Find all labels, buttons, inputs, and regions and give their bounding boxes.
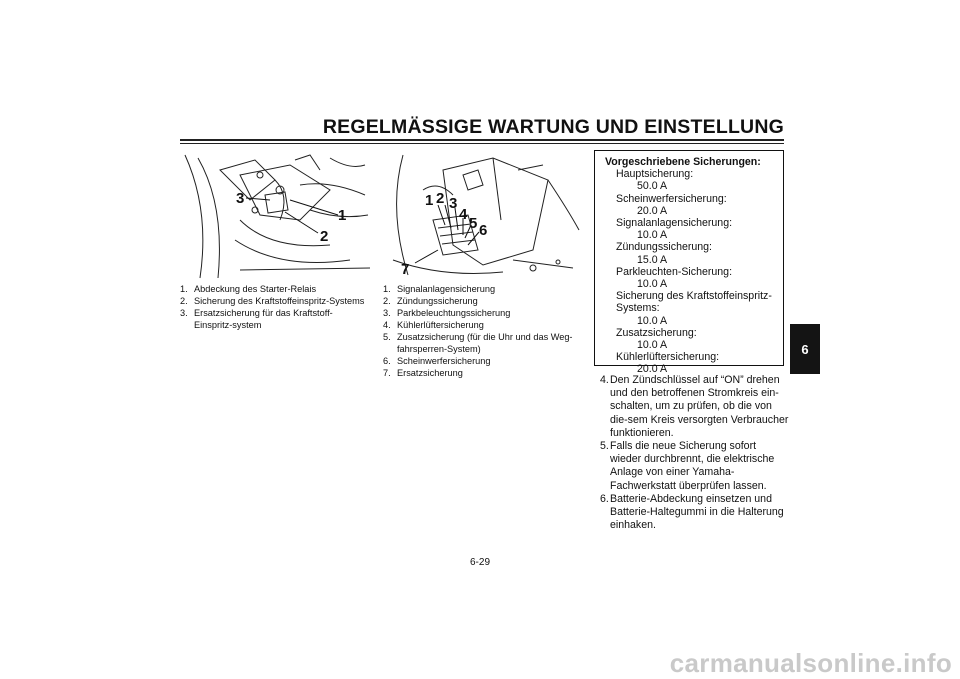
spec-name: Zündungssicherung: bbox=[616, 241, 712, 254]
page-number: 6-29 bbox=[469, 557, 490, 568]
figure-starter-relay bbox=[180, 150, 370, 280]
list-item: 6. Scheinwerfersicherung bbox=[383, 356, 491, 366]
spec-value: 20.0 A bbox=[637, 363, 668, 376]
spec-value: 10.0 A bbox=[637, 229, 668, 242]
figure2-callout-7: 7 bbox=[401, 261, 410, 278]
figure-fuse-box-drawing bbox=[383, 150, 581, 280]
list-item: 3. Parkbeleuchtungssicherung bbox=[383, 308, 511, 318]
list-item: 7. Ersatzsicherung bbox=[383, 368, 463, 378]
list-item: 2. Sicherung des Kraftstoffeinspritz-Systems bbox=[180, 296, 365, 306]
figure1-callout-2: 2 bbox=[320, 228, 329, 245]
figure2-callout-3: 3 bbox=[449, 195, 458, 212]
list-item: 3. Ersatzsicherung für das Kraftstoff-Einspritz-system bbox=[180, 308, 333, 330]
spec-name: Scheinwerfersicherung: bbox=[616, 192, 727, 205]
page-title: REGELMÄSSIGE WARTUNG UND EINSTELLUNG bbox=[322, 116, 784, 138]
watermark: carmanualsonline.info bbox=[669, 648, 952, 678]
spec-name: Signalanlagensicherung: bbox=[616, 217, 733, 230]
title-rule bbox=[180, 139, 784, 141]
spec-value: 10.0 A bbox=[637, 278, 668, 291]
figure2-callout-1: 1 bbox=[425, 192, 434, 209]
title-rule-thin bbox=[180, 143, 784, 144]
figure2-legend bbox=[383, 283, 581, 379]
list-item: 1. Signalanlagensicherung bbox=[383, 284, 496, 294]
list-item: 4. Den Zündschlüssel auf “ON” drehen und den betroffenen Stromkreis ein-schalten, um zu prüfen, ob die von die-sem Kreis versorgten Verbraucher funktionieren. bbox=[600, 374, 789, 439]
spec-name: Kühlerlüftersicherung: bbox=[616, 351, 720, 364]
spec-name: Sicherung des Kraftstoffeinspritz-Systems: bbox=[616, 290, 772, 315]
spec-value: 50.0 A bbox=[637, 180, 668, 193]
list-item: 2. Zündungssicherung bbox=[383, 296, 478, 306]
spec-name: Hauptsicherung: bbox=[616, 168, 694, 181]
list-item: 5. Falls die neue Sicherung sofort wieder durchbrennt, die elektrische Anlage von einer Yamaha-Fachwerkstatt überprüfen lassen. bbox=[600, 440, 775, 492]
figure1-callout-1: 1 bbox=[338, 207, 347, 224]
spec-name: Zusatzsicherung: bbox=[616, 326, 697, 339]
spec-value: 10.0 A bbox=[637, 314, 668, 327]
spec-value: 15.0 A bbox=[637, 253, 668, 266]
figure1-callout-3: 3 bbox=[236, 190, 245, 207]
list-item: 5. Zusatzsicherung (für die Uhr und das Weg-fahrsperren-System) bbox=[383, 332, 573, 354]
spec-value: 10.0 A bbox=[637, 339, 668, 352]
spec-value: 20.0 A bbox=[637, 204, 668, 217]
list-item: 1. Abdeckung des Starter-Relais bbox=[180, 284, 317, 294]
figure-fuse-box bbox=[383, 150, 581, 280]
figure2-callout-4: 4 bbox=[459, 206, 468, 223]
list-item: 6. Batterie-Abdeckung einsetzen und Batterie-Haltegummi in die Halterung einhaken. bbox=[600, 492, 784, 532]
figure2-callout-2: 2 bbox=[436, 190, 445, 207]
chapter-tab: 6 bbox=[790, 324, 820, 374]
fuse-spec-box bbox=[594, 150, 784, 376]
list-item: 4. Kühlerlüftersicherung bbox=[383, 320, 484, 330]
figure2-callout-6: 6 bbox=[479, 222, 488, 239]
procedure-steps bbox=[594, 374, 790, 532]
figure2-callout-5: 5 bbox=[469, 215, 478, 232]
spec-heading: Vorgeschriebene Sicherungen: bbox=[605, 156, 761, 168]
spec-name: Parkleuchten-Sicherung: bbox=[616, 265, 733, 278]
figure-starter-relay-drawing bbox=[180, 150, 370, 280]
figure1-legend bbox=[180, 283, 370, 331]
